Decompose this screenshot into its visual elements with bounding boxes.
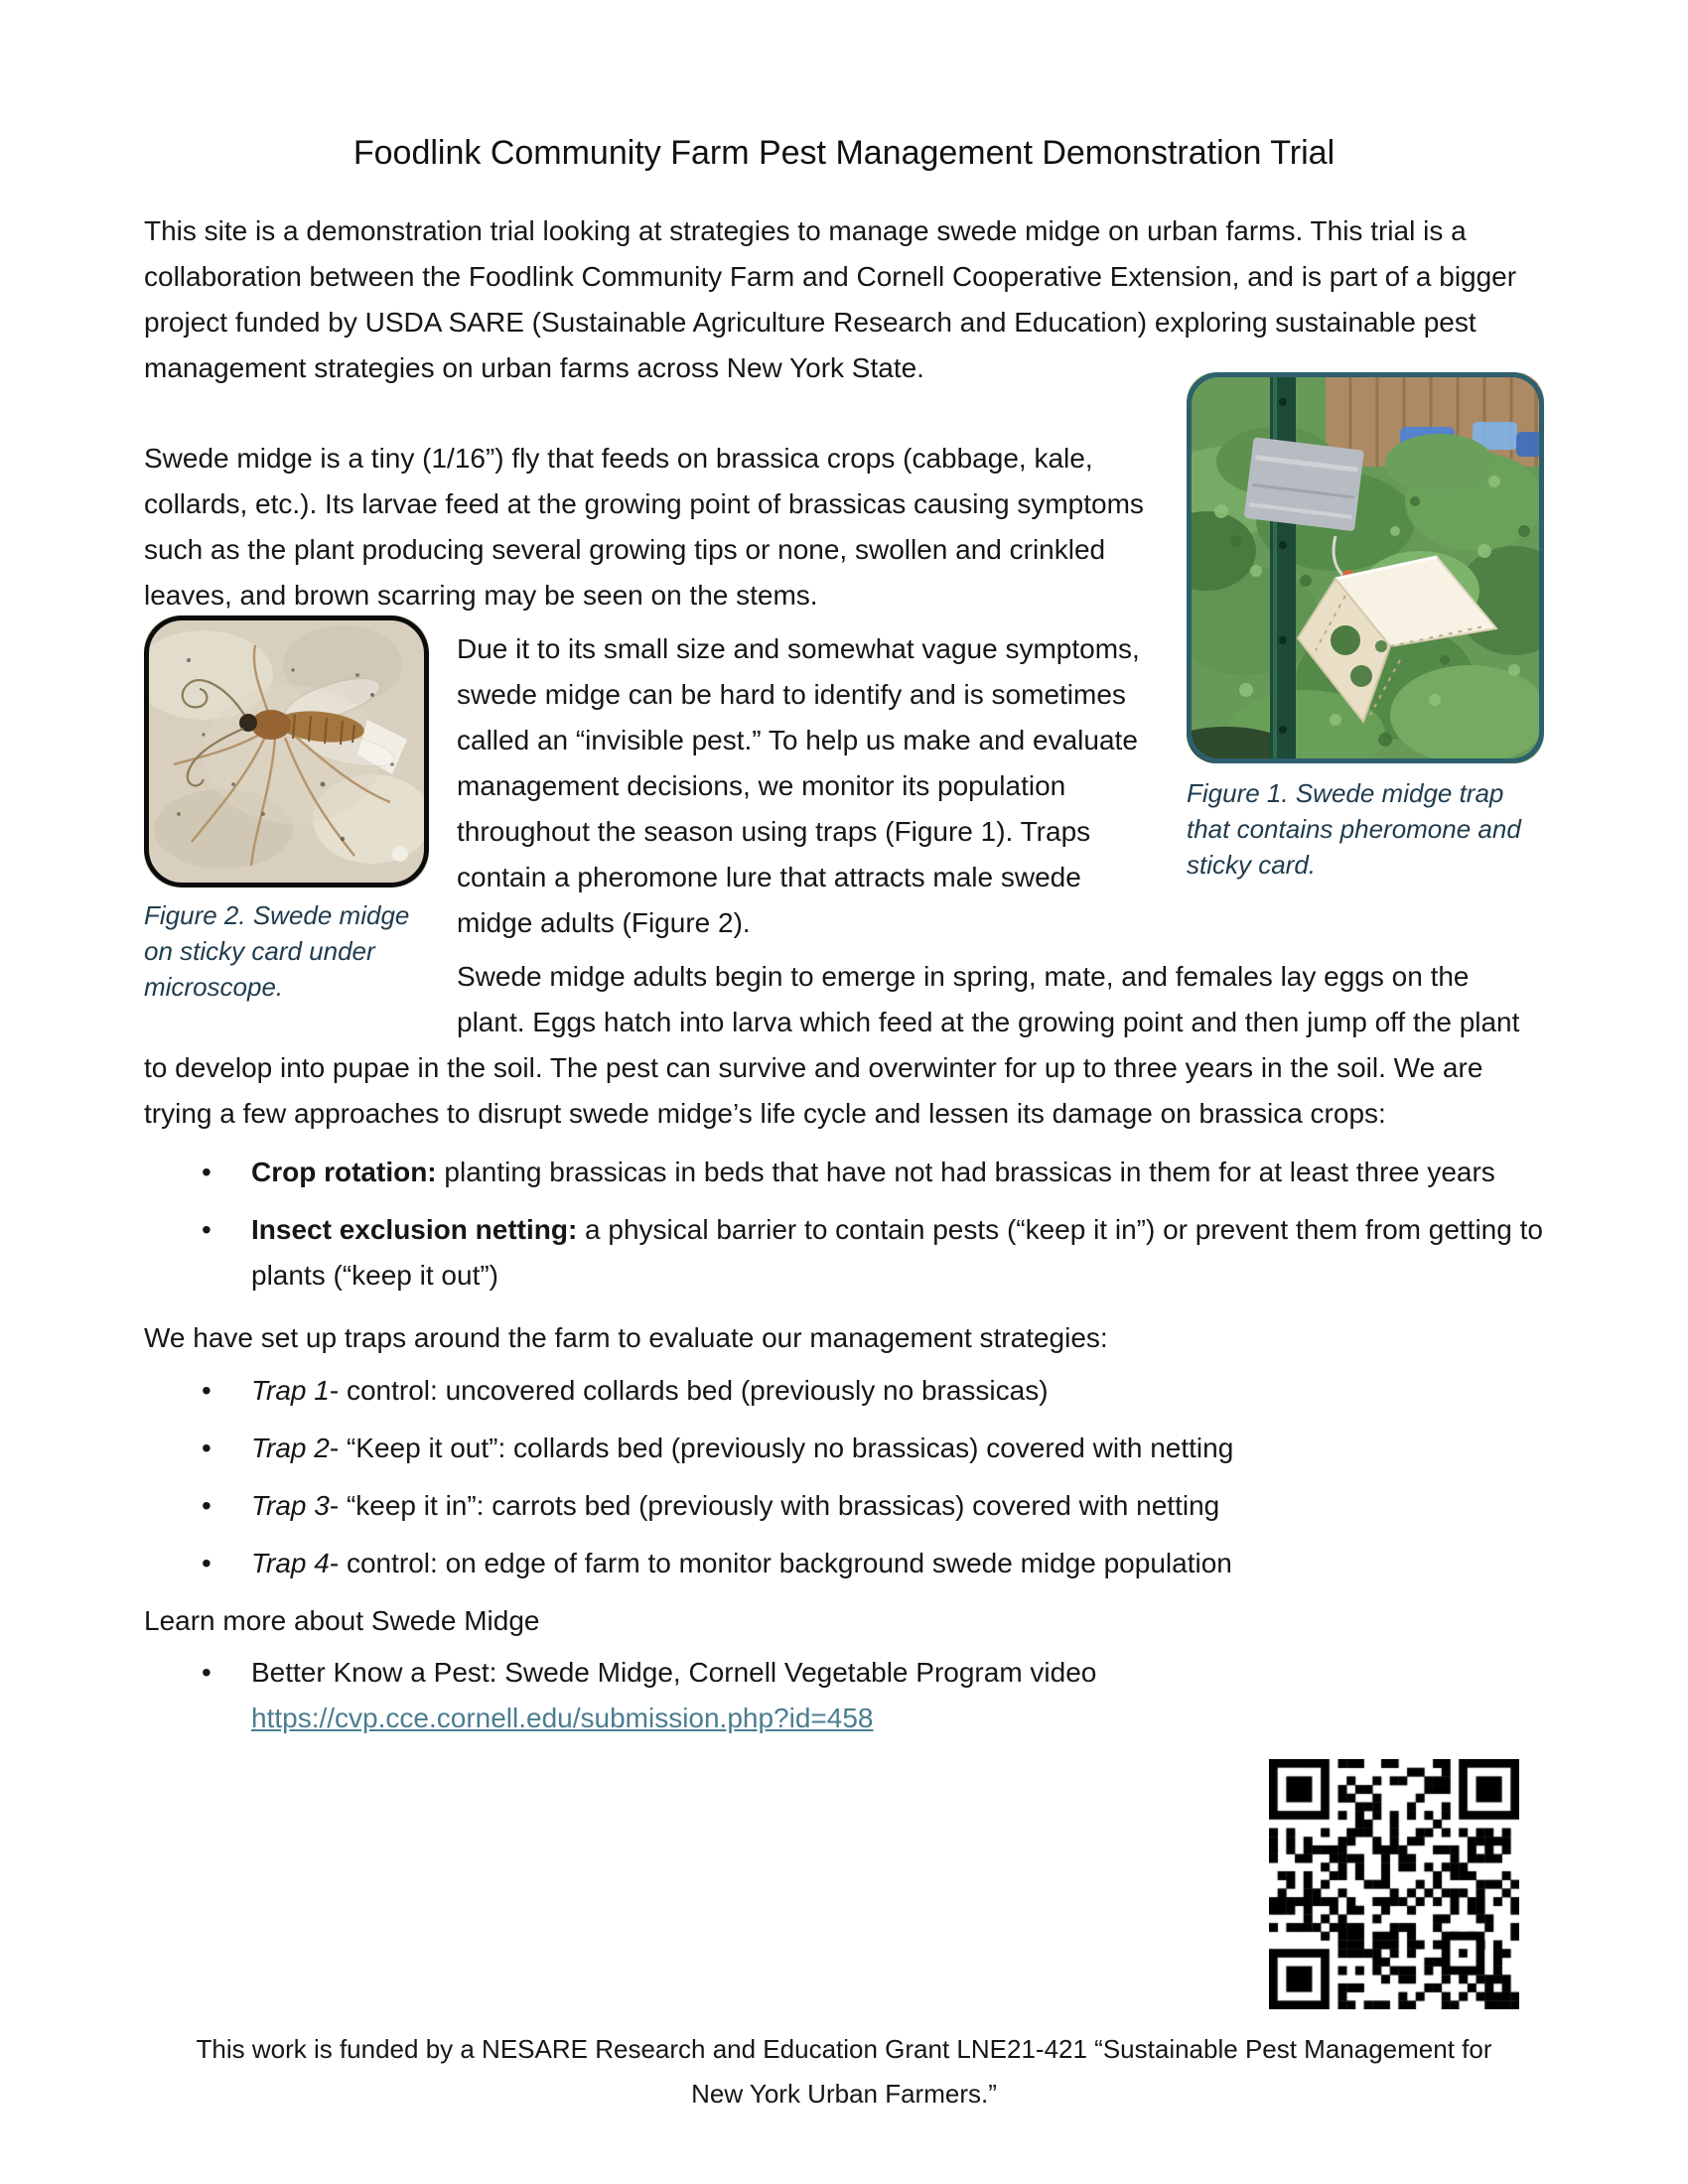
strategy-desc: a physical barrier to contain pests (“keep it in”) or prevent them from getting to plants (“keep it out”) <box>251 1214 1543 1291</box>
qr-code <box>1269 1759 1519 2009</box>
list-item-resource <box>144 1650 1544 1741</box>
trap-desc: - control: uncovered collards bed (previously no brassicas) <box>329 1375 1049 1406</box>
traps-intro: We have set up traps around the farm to evaluate our management strategies: <box>144 1322 1108 1353</box>
list-item-trap-1 <box>144 1368 1544 1414</box>
trap-label: Trap 1 <box>251 1375 330 1406</box>
learn-more-list <box>144 1650 1544 1741</box>
trap-list <box>144 1368 1544 1586</box>
figure2-photo <box>144 615 429 887</box>
paragraph-about-pest: Figure 1. Swede midge trap that contains pheromone and sticky card. Swede midge is a tiny (1/16”) fly that feeds on brassica crops (cabbage, kale, collards, etc.). Its larvae feed at the growing point of brassicas causing symptoms such as the plant producing several growing tips or none, swollen and crinkled leaves, and brown scarring may be seen on the stems. <box>144 436 1544 618</box>
figure1-caption: Figure 1. Swede midge trap that contains pheromone and sticky card. <box>1187 778 1521 880</box>
strategy-term: Crop rotation: <box>251 1157 437 1187</box>
list-item-trap-2 <box>144 1426 1544 1471</box>
trap-desc: - control: on edge of farm to monitor background swede midge population <box>329 1548 1232 1578</box>
list-item-insect-netting <box>144 1207 1544 1298</box>
strategy-desc: planting brassicas in beds that have not had brassicas in them for at least three years <box>436 1157 1495 1187</box>
trap-label: Trap 4 <box>251 1548 330 1578</box>
trap-desc: - “keep it in”: carrots bed (previously with brassicas) covered with netting <box>329 1490 1220 1521</box>
strategy-list <box>144 1150 1544 1298</box>
figure1-photo <box>1187 372 1544 763</box>
list-item-trap-4 <box>144 1541 1544 1586</box>
paragraph-identification: Figure 2. Swede midge on sticky card under microscope. Due it to its small size and somewhat vague symptoms, swede midge can be hard to identify and is sometimes called an “invisible pest.” To help us make and evaluate management decisions, we monitor its population throughout the season using traps (Figure 1). Traps contain a pheromone lure that attracts male swede midge adults (Figure 2). <box>144 626 1544 946</box>
list-item-crop-rotation <box>144 1150 1544 1195</box>
page-title: Foodlink Community Farm Pest Management Demonstration Trial <box>352 134 1336 172</box>
strategy-term: Insect exclusion netting: <box>251 1214 578 1245</box>
trap-label: Trap 3 <box>251 1490 330 1521</box>
figure-2 <box>144 615 457 1005</box>
paragraph-intro: This site is a demonstration trial looking at strategies to manage swede midge on urban farms. This trial is a collaboration between the Foodlink Community Farm and Cornell Cooperative Extension, and is part of a bigger project funded by USDA SARE (Sustainable Agriculture Research and Education) exploring sustainable pest management strategies on urban farms across New York State. <box>144 215 1517 383</box>
trap-label: Trap 2 <box>251 1433 330 1463</box>
figure-1 <box>1147 372 1544 883</box>
resource-link[interactable]: https://cvp.cce.cornell.edu/submission.php?id=458 <box>251 1703 874 1733</box>
footer-funding-note: This work is funded by a NESARE Research and Education Grant LNE21-421 “Sustainable Pest Management for New York Urban Farmers.” <box>196 2034 1492 2109</box>
resource-title: Better Know a Pest: Swede Midge, Cornell Vegetable Program video <box>251 1657 1097 1688</box>
list-item-trap-3 <box>144 1483 1544 1529</box>
learn-more-heading: Learn more about Swede Midge <box>144 1605 540 1636</box>
figure2-caption: Figure 2. Swede midge on sticky card under microscope. <box>144 900 410 1002</box>
trap-desc: - “Keep it out”: collards bed (previously no brassicas) covered with netting <box>329 1433 1234 1463</box>
paragraph-lifecycle: Swede midge adults begin to emerge in spring, mate, and females lay eggs on the plant. Eggs hatch into larva which feed at the growing point and then jump off the plant to develop into pupae in the soil. The pest can survive and overwinter for up to three years in the soil. We are trying a few approaches to disrupt swede midge’s life cycle and lessen its damage on brassica crops: <box>144 961 1520 1129</box>
